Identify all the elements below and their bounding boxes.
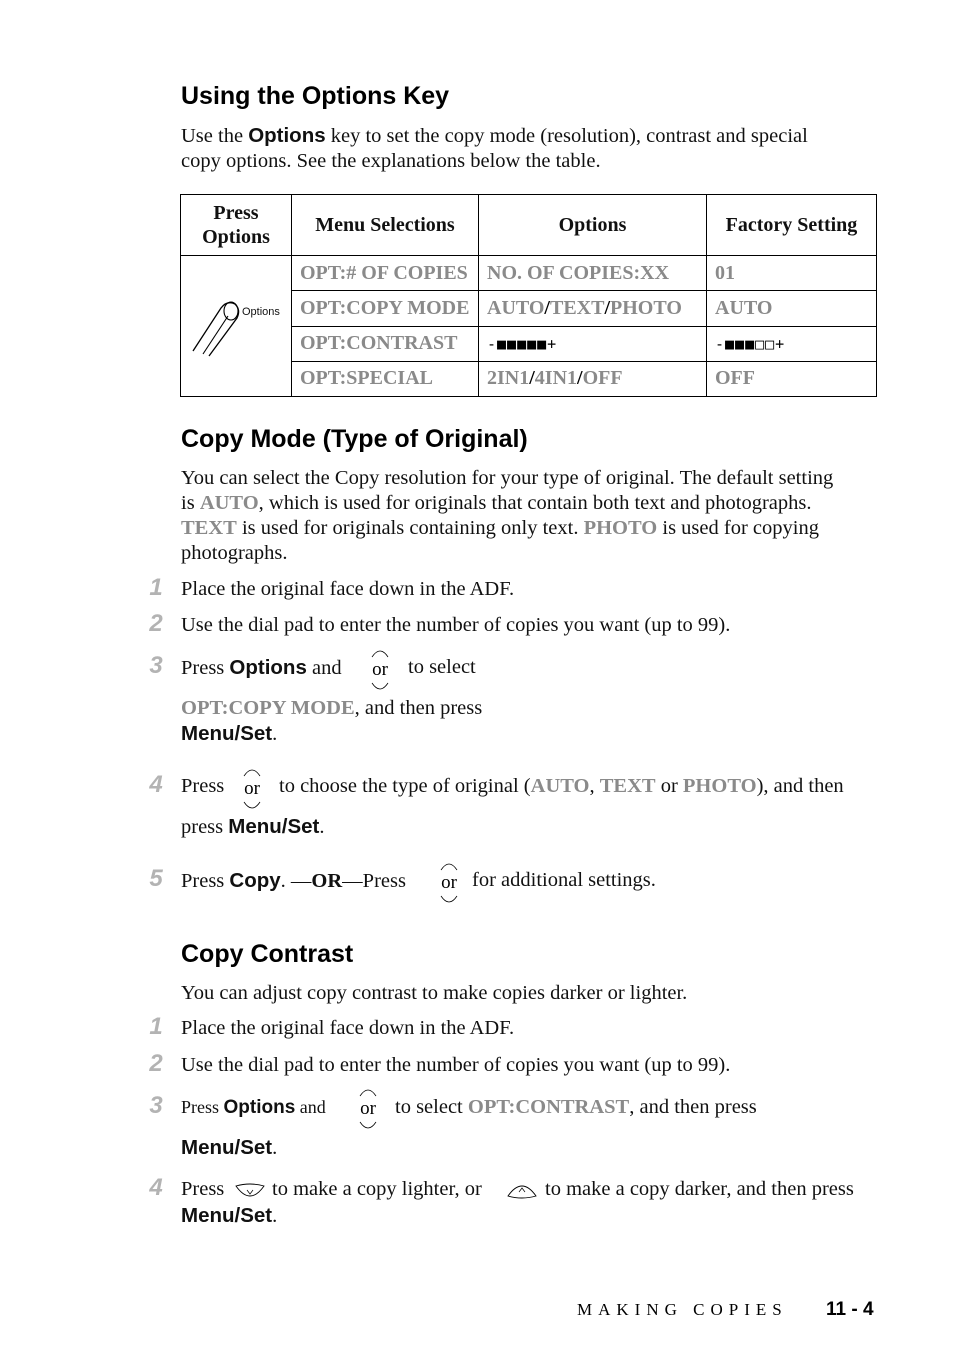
step-text: to select [408, 656, 476, 678]
step-text: Press Options and [181, 656, 342, 679]
step-text: to select OPT:CONTRAST, and then press [395, 1096, 757, 1118]
up-arrow-key-icon [505, 1180, 539, 1202]
step-text: to choose the type of original (AUTO, TEXT or PHOTO), and then [279, 775, 844, 797]
step-text: Place the original face down in the ADF. [181, 578, 515, 600]
options-key-intro: Use the Options key to set the copy mode (resolution), contrast and special copy options. See the explanations below the table. [181, 124, 808, 172]
step-text: Menu/Set. [181, 1136, 278, 1159]
step-text: Press [181, 775, 225, 797]
step-number: 3 [149, 1092, 163, 1119]
table-cell: OPT:SPECIAL [292, 361, 479, 396]
up-down-arrow-icon [431, 858, 467, 908]
step-number: 4 [149, 1174, 163, 1201]
table-cell: OPT:# OF COPIES [292, 256, 479, 291]
table-cell: 2IN1/4IN1/OFF [479, 361, 707, 396]
footer-section-name: MAKING COPIES [577, 1300, 788, 1319]
table-header: Menu Selections [292, 195, 479, 256]
table-cell: NO. OF COPIES:XX [479, 256, 707, 291]
table-cell [479, 326, 707, 361]
step-text: to make a copy lighter, or [272, 1178, 482, 1200]
section-title-options-key: Using the Options Key [181, 82, 450, 110]
contrast-scale-default: -■■■□□+ [715, 335, 786, 354]
step-text: Menu/Set. [181, 1204, 278, 1227]
step-text: to make a copy darker, and then press [545, 1178, 854, 1200]
step-text: Press Options and [181, 1097, 326, 1118]
page-number: 11 - 4 [826, 1299, 874, 1320]
step-text: for additional settings. [472, 869, 656, 891]
up-down-arrow-icon [362, 645, 398, 695]
or-label: or [372, 659, 388, 680]
step-number: 4 [149, 771, 163, 798]
table-header: Press Options [181, 195, 292, 256]
table-header: Options [479, 195, 707, 256]
table-cell: AUTO/TEXT/PHOTO [479, 291, 707, 326]
copy-contrast-intro: You can adjust copy contrast to make copies darker or lighter. [181, 982, 688, 1004]
step-number: 1 [149, 1013, 163, 1040]
table-cell: OPT:CONTRAST [292, 326, 479, 361]
section-title-copy-mode: Copy Mode (Type of Original) [181, 425, 528, 453]
up-down-arrow-icon [234, 764, 270, 814]
step-number: 2 [149, 610, 163, 637]
up-down-arrow-icon [350, 1084, 386, 1134]
table-cell: 01 [707, 256, 877, 291]
table-row [181, 256, 877, 291]
or-label: or [360, 1098, 376, 1119]
options-table [180, 194, 877, 397]
or-label: or [441, 872, 457, 893]
table-cell: OPT:COPY MODE [292, 291, 479, 326]
step-text: Press Copy. —OR—Press [181, 869, 406, 892]
step-number: 3 [149, 652, 163, 679]
step-text: Use the dial pad to enter the number of copies you want (up to 99). [181, 1054, 731, 1076]
step-text: Use the dial pad to enter the number of copies you want (up to 99). [181, 614, 731, 636]
step-text: Place the original face down in the ADF. [181, 1017, 515, 1039]
options-button-label: Options [242, 306, 280, 318]
or-label: or [244, 778, 260, 799]
table-cell: AUTO [707, 291, 877, 326]
table-cell: OFF [707, 361, 877, 396]
step-number: 2 [149, 1050, 163, 1077]
step-text: press Menu/Set. [181, 815, 325, 838]
contrast-scale-full: -■■■■■+ [487, 335, 558, 354]
table-header: Factory Setting [707, 195, 877, 256]
section-title-copy-contrast: Copy Contrast [181, 940, 354, 968]
down-arrow-key-icon [233, 1180, 267, 1202]
step-text: OPT:COPY MODE, and then press Menu/Set. [181, 697, 483, 745]
table-header-row [181, 195, 877, 256]
finger-press-icon [181, 256, 291, 396]
table-cell [707, 326, 877, 361]
step-number: 5 [149, 865, 163, 892]
options-button-illustration [181, 256, 292, 397]
copy-mode-intro: You can select the Copy resolution for your type of original. The default setting is AUTO, which is used for originals that contain both text and photographs. TEXT is used for originals containing only text. PHOTO is used for copying photographs. [181, 467, 834, 564]
step-number: 1 [149, 574, 163, 601]
step-text: Press [181, 1178, 225, 1200]
